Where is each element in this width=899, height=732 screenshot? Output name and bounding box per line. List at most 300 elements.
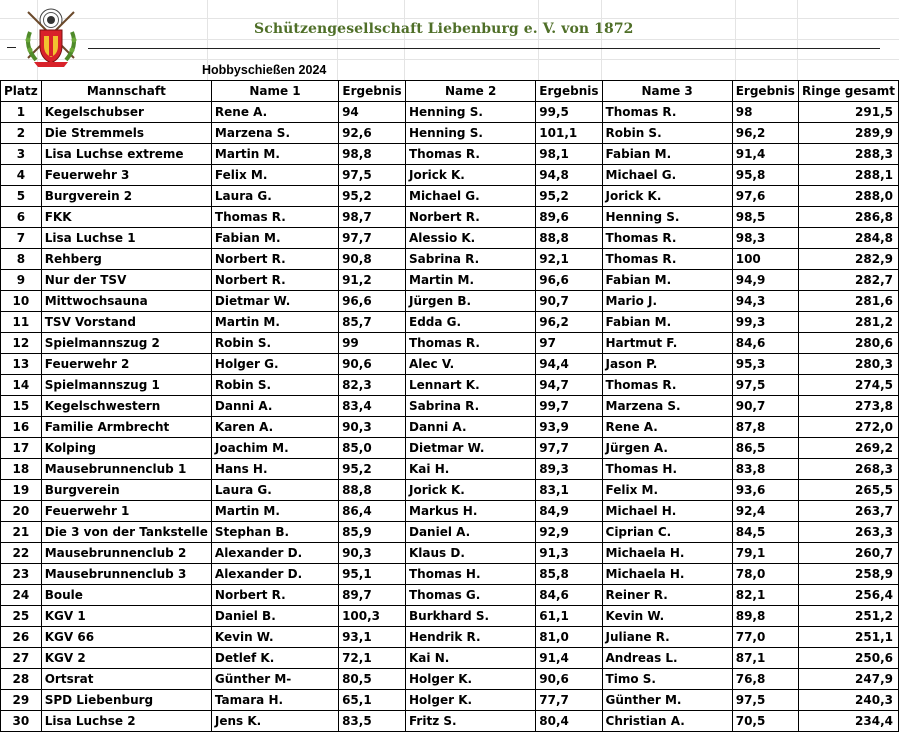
name-3-cell: Michael G.: [602, 165, 732, 186]
total-cell: 256,4: [798, 585, 898, 606]
score-2-cell: 97: [536, 333, 602, 354]
total-cell: 269,2: [798, 438, 898, 459]
rank-cell: 17: [1, 438, 42, 459]
team-cell: Mausebrunnenclub 1: [41, 459, 211, 480]
table-row: [1, 375, 899, 396]
total-cell: 263,3: [798, 522, 898, 543]
rank-cell: 6: [1, 207, 42, 228]
score-1-cell: 95,2: [339, 459, 406, 480]
table-row: [1, 438, 899, 459]
team-cell: KGV 2: [41, 648, 211, 669]
name-1-cell: Holger G.: [211, 354, 338, 375]
score-1-cell: 94: [339, 102, 406, 123]
rank-cell: 29: [1, 690, 42, 711]
name-2-cell: Alessio K.: [406, 228, 536, 249]
score-2-cell: 95,2: [536, 186, 602, 207]
name-2-cell: Holger K.: [406, 690, 536, 711]
name-2-cell: Kai N.: [406, 648, 536, 669]
name-1-cell: Fabian M.: [211, 228, 338, 249]
name-2-cell: Jorick K.: [406, 165, 536, 186]
name-1-cell: Daniel B.: [211, 606, 338, 627]
score-3-cell: 93,6: [732, 480, 798, 501]
name-2-cell: Danni A.: [406, 417, 536, 438]
total-cell: 291,5: [798, 102, 898, 123]
score-2-cell: 88,8: [536, 228, 602, 249]
table-row: [1, 606, 899, 627]
score-2-cell: 96,6: [536, 270, 602, 291]
name-3-cell: Felix M.: [602, 480, 732, 501]
name-3-cell: Juliane R.: [602, 627, 732, 648]
score-2-cell: 98,1: [536, 144, 602, 165]
table-row: [1, 270, 899, 291]
name-3-cell: Michael H.: [602, 501, 732, 522]
name-2-cell: Burkhard S.: [406, 606, 536, 627]
score-2-cell: 92,1: [536, 249, 602, 270]
name-1-cell: Rene A.: [211, 102, 338, 123]
name-3-cell: Reiner R.: [602, 585, 732, 606]
name-1-cell: Günther M-: [211, 669, 338, 690]
name-3-cell: Thomas R.: [602, 249, 732, 270]
team-cell: Mausebrunnenclub 3: [41, 564, 211, 585]
sheet-gridline: [0, 18, 899, 19]
team-cell: Nur der TSV: [41, 270, 211, 291]
rank-cell: 23: [1, 564, 42, 585]
rank-cell: 30: [1, 711, 42, 732]
sheet-gridline: [0, 59, 899, 60]
table-row: [1, 165, 899, 186]
score-3-cell: 97,6: [732, 186, 798, 207]
name-3-cell: Henning S.: [602, 207, 732, 228]
score-2-cell: 96,2: [536, 312, 602, 333]
team-cell: Kolping: [41, 438, 211, 459]
name-2-cell: Fritz S.: [406, 711, 536, 732]
score-1-cell: 99: [339, 333, 406, 354]
name-2-cell: Klaus D.: [406, 543, 536, 564]
score-3-cell: 100: [732, 249, 798, 270]
title-rule: [88, 48, 880, 49]
team-cell: Familie Armbrecht: [41, 417, 211, 438]
name-2-cell: Thomas R.: [406, 144, 536, 165]
score-3-cell: 99,3: [732, 312, 798, 333]
name-1-cell: Laura G.: [211, 186, 338, 207]
score-3-cell: 98,3: [732, 228, 798, 249]
score-2-cell: 90,6: [536, 669, 602, 690]
name-2-cell: Daniel A.: [406, 522, 536, 543]
name-3-cell: Hartmut F.: [602, 333, 732, 354]
table-row: [1, 228, 899, 249]
score-1-cell: 83,4: [339, 396, 406, 417]
name-2-cell: Dietmar W.: [406, 438, 536, 459]
table-body: [1, 102, 899, 732]
score-2-cell: 99,5: [536, 102, 602, 123]
score-2-cell: 81,0: [536, 627, 602, 648]
table-row: [1, 144, 899, 165]
name-2-cell: Alec V.: [406, 354, 536, 375]
name-1-cell: Robin S.: [211, 333, 338, 354]
score-3-cell: 76,8: [732, 669, 798, 690]
score-2-cell: 99,7: [536, 396, 602, 417]
rank-cell: 21: [1, 522, 42, 543]
table-row: [1, 417, 899, 438]
score-3-cell: 83,8: [732, 459, 798, 480]
name-1-cell: Danni A.: [211, 396, 338, 417]
name-1-cell: Norbert R.: [211, 270, 338, 291]
table-row: [1, 396, 899, 417]
score-2-cell: 94,7: [536, 375, 602, 396]
name-1-cell: Detlef K.: [211, 648, 338, 669]
total-cell: 289,9: [798, 123, 898, 144]
sheet-gridline: [0, 39, 899, 40]
team-cell: Lisa Luchse 1: [41, 228, 211, 249]
name-1-cell: Alexander D.: [211, 564, 338, 585]
score-1-cell: 98,7: [339, 207, 406, 228]
score-1-cell: 89,7: [339, 585, 406, 606]
name-1-cell: Felix M.: [211, 165, 338, 186]
name-2-cell: Jürgen B.: [406, 291, 536, 312]
name-3-cell: Kevin W.: [602, 606, 732, 627]
total-cell: 288,3: [798, 144, 898, 165]
total-cell: 273,8: [798, 396, 898, 417]
score-3-cell: 91,4: [732, 144, 798, 165]
team-cell: Feuerwehr 1: [41, 501, 211, 522]
name-1-cell: Stephan B.: [211, 522, 338, 543]
rank-cell: 4: [1, 165, 42, 186]
name-1-cell: Martin M.: [211, 312, 338, 333]
score-1-cell: 98,8: [339, 144, 406, 165]
score-1-cell: 83,5: [339, 711, 406, 732]
name-3-cell: Mario J.: [602, 291, 732, 312]
team-cell: Boule: [41, 585, 211, 606]
rank-cell: 7: [1, 228, 42, 249]
name-3-cell: Thomas R.: [602, 102, 732, 123]
total-cell: 234,4: [798, 711, 898, 732]
rank-cell: 2: [1, 123, 42, 144]
rank-cell: 25: [1, 606, 42, 627]
team-cell: Burgverein: [41, 480, 211, 501]
rank-cell: 12: [1, 333, 42, 354]
table-row: [1, 543, 899, 564]
score-1-cell: 90,3: [339, 417, 406, 438]
header-ergebnis-2: Ergebnis: [536, 81, 602, 102]
score-1-cell: 85,0: [339, 438, 406, 459]
name-3-cell: Thomas H.: [602, 459, 732, 480]
score-2-cell: 91,4: [536, 648, 602, 669]
total-cell: 280,6: [798, 333, 898, 354]
total-cell: 280,3: [798, 354, 898, 375]
score-1-cell: 97,5: [339, 165, 406, 186]
total-cell: 268,3: [798, 459, 898, 480]
total-cell: 272,0: [798, 417, 898, 438]
table-row: [1, 291, 899, 312]
score-1-cell: 91,2: [339, 270, 406, 291]
name-2-cell: Kai H.: [406, 459, 536, 480]
name-2-cell: Thomas H.: [406, 564, 536, 585]
score-3-cell: 84,6: [732, 333, 798, 354]
table-row: [1, 648, 899, 669]
team-cell: Die Stremmels: [41, 123, 211, 144]
score-1-cell: 92,6: [339, 123, 406, 144]
name-2-cell: Markus H.: [406, 501, 536, 522]
name-3-cell: Jürgen A.: [602, 438, 732, 459]
score-3-cell: 79,1: [732, 543, 798, 564]
score-3-cell: 95,8: [732, 165, 798, 186]
total-cell: 260,7: [798, 543, 898, 564]
score-1-cell: 95,2: [339, 186, 406, 207]
club-title: Schützengesellschaft Liebenburg e. V. von 1872: [254, 21, 634, 37]
score-2-cell: 85,8: [536, 564, 602, 585]
name-2-cell: Sabrina R.: [406, 249, 536, 270]
team-cell: Feuerwehr 2: [41, 354, 211, 375]
name-1-cell: Norbert R.: [211, 249, 338, 270]
team-cell: Die 3 von der Tankstelle: [41, 522, 211, 543]
total-cell: 250,6: [798, 648, 898, 669]
score-2-cell: 61,1: [536, 606, 602, 627]
score-1-cell: 80,5: [339, 669, 406, 690]
rank-cell: 1: [1, 102, 42, 123]
table-header-row: [1, 81, 899, 102]
header-name-3: Name 3: [602, 81, 732, 102]
name-3-cell: Marzena S.: [602, 396, 732, 417]
score-2-cell: 83,1: [536, 480, 602, 501]
score-2-cell: 101,1: [536, 123, 602, 144]
header-mannschaft: Mannschaft: [41, 81, 211, 102]
name-3-cell: Rene A.: [602, 417, 732, 438]
name-3-cell: Thomas R.: [602, 375, 732, 396]
score-3-cell: 96,2: [732, 123, 798, 144]
name-1-cell: Tamara H.: [211, 690, 338, 711]
total-cell: 282,9: [798, 249, 898, 270]
team-cell: Spielmannszug 1: [41, 375, 211, 396]
rank-cell: 10: [1, 291, 42, 312]
sheet-gridline: [601, 0, 602, 80]
team-cell: Feuerwehr 3: [41, 165, 211, 186]
score-3-cell: 95,3: [732, 354, 798, 375]
score-2-cell: 94,4: [536, 354, 602, 375]
name-3-cell: Fabian M.: [602, 144, 732, 165]
rank-cell: 15: [1, 396, 42, 417]
score-3-cell: 97,5: [732, 690, 798, 711]
table-row: [1, 102, 899, 123]
team-cell: KGV 66: [41, 627, 211, 648]
team-cell: Spielmannszug 2: [41, 333, 211, 354]
name-1-cell: Norbert R.: [211, 585, 338, 606]
rank-cell: 11: [1, 312, 42, 333]
name-1-cell: Thomas R.: [211, 207, 338, 228]
total-cell: 281,6: [798, 291, 898, 312]
rank-cell: 20: [1, 501, 42, 522]
team-cell: Mausebrunnenclub 2: [41, 543, 211, 564]
score-1-cell: 96,6: [339, 291, 406, 312]
rank-cell: 28: [1, 669, 42, 690]
score-2-cell: 94,8: [536, 165, 602, 186]
total-cell: 281,2: [798, 312, 898, 333]
score-1-cell: 90,6: [339, 354, 406, 375]
rank-cell: 24: [1, 585, 42, 606]
rank-cell: 14: [1, 375, 42, 396]
header-name-2: Name 2: [406, 81, 536, 102]
team-cell: Rehberg: [41, 249, 211, 270]
name-2-cell: Edda G.: [406, 312, 536, 333]
name-1-cell: Joachim M.: [211, 438, 338, 459]
name-2-cell: Martin M.: [406, 270, 536, 291]
score-3-cell: 78,0: [732, 564, 798, 585]
name-3-cell: Christian A.: [602, 711, 732, 732]
name-2-cell: Henning S.: [406, 123, 536, 144]
score-1-cell: 95,1: [339, 564, 406, 585]
name-2-cell: Michael G.: [406, 186, 536, 207]
team-cell: Lisa Luchse extreme: [41, 144, 211, 165]
header-ergebnis-3: Ergebnis: [732, 81, 798, 102]
score-3-cell: 87,8: [732, 417, 798, 438]
table-row: [1, 669, 899, 690]
name-3-cell: Jorick K.: [602, 186, 732, 207]
table-row: [1, 690, 899, 711]
rank-cell: 9: [1, 270, 42, 291]
table-row: [1, 480, 899, 501]
club-crest-logo: [18, 6, 84, 68]
score-1-cell: 72,1: [339, 648, 406, 669]
team-cell: Ortsrat: [41, 669, 211, 690]
score-3-cell: 77,0: [732, 627, 798, 648]
name-3-cell: Robin S.: [602, 123, 732, 144]
table-row: [1, 333, 899, 354]
rank-cell: 8: [1, 249, 42, 270]
table-row: [1, 501, 899, 522]
score-1-cell: 88,8: [339, 480, 406, 501]
score-1-cell: 90,3: [339, 543, 406, 564]
total-cell: 284,8: [798, 228, 898, 249]
name-2-cell: Henning S.: [406, 102, 536, 123]
sheet-gridline: [538, 0, 539, 80]
name-3-cell: Jason P.: [602, 354, 732, 375]
name-2-cell: Thomas G.: [406, 585, 536, 606]
total-cell: 286,8: [798, 207, 898, 228]
table-row: [1, 522, 899, 543]
score-3-cell: 86,5: [732, 438, 798, 459]
table-row: [1, 459, 899, 480]
total-cell: 247,9: [798, 669, 898, 690]
header-name-1: Name 1: [211, 81, 338, 102]
table-row: [1, 354, 899, 375]
score-2-cell: 90,7: [536, 291, 602, 312]
total-cell: 263,7: [798, 501, 898, 522]
team-cell: FKK: [41, 207, 211, 228]
score-2-cell: 89,3: [536, 459, 602, 480]
score-2-cell: 91,3: [536, 543, 602, 564]
score-1-cell: 86,4: [339, 501, 406, 522]
table-row: [1, 564, 899, 585]
header-ringe-gesamt: Ringe gesamt: [798, 81, 898, 102]
total-cell: 288,0: [798, 186, 898, 207]
score-3-cell: 94,9: [732, 270, 798, 291]
total-cell: 251,1: [798, 627, 898, 648]
score-3-cell: 92,4: [732, 501, 798, 522]
score-1-cell: 90,8: [339, 249, 406, 270]
score-3-cell: 89,8: [732, 606, 798, 627]
score-2-cell: 93,9: [536, 417, 602, 438]
name-2-cell: Sabrina R.: [406, 396, 536, 417]
event-subtitle: Hobbyschießen 2024: [202, 63, 327, 77]
name-2-cell: Thomas R.: [406, 333, 536, 354]
name-2-cell: Holger K.: [406, 669, 536, 690]
name-1-cell: Martin M.: [211, 501, 338, 522]
score-2-cell: 92,9: [536, 522, 602, 543]
name-3-cell: Michaela H.: [602, 543, 732, 564]
score-1-cell: 85,9: [339, 522, 406, 543]
table-row: [1, 207, 899, 228]
name-3-cell: Ciprian C.: [602, 522, 732, 543]
score-1-cell: 97,7: [339, 228, 406, 249]
score-2-cell: 97,7: [536, 438, 602, 459]
rank-cell: 18: [1, 459, 42, 480]
table-row: [1, 312, 899, 333]
name-2-cell: Hendrik R.: [406, 627, 536, 648]
team-cell: KGV 1: [41, 606, 211, 627]
score-1-cell: 93,1: [339, 627, 406, 648]
name-3-cell: Fabian M.: [602, 312, 732, 333]
score-3-cell: 87,1: [732, 648, 798, 669]
table-row: [1, 249, 899, 270]
score-3-cell: 84,5: [732, 522, 798, 543]
name-3-cell: Andreas L.: [602, 648, 732, 669]
score-1-cell: 82,3: [339, 375, 406, 396]
score-3-cell: 94,3: [732, 291, 798, 312]
score-1-cell: 65,1: [339, 690, 406, 711]
total-cell: 282,7: [798, 270, 898, 291]
table-row: [1, 123, 899, 144]
name-1-cell: Martin M.: [211, 144, 338, 165]
table-row: [1, 186, 899, 207]
team-cell: SPD Liebenburg: [41, 690, 211, 711]
name-1-cell: Kevin W.: [211, 627, 338, 648]
name-1-cell: Robin S.: [211, 375, 338, 396]
score-3-cell: 82,1: [732, 585, 798, 606]
table-row: [1, 627, 899, 648]
header-dash: [7, 47, 16, 48]
table-row: [1, 711, 899, 732]
score-3-cell: 70,5: [732, 711, 798, 732]
score-3-cell: 90,7: [732, 396, 798, 417]
score-3-cell: 98,5: [732, 207, 798, 228]
sheet-gridline: [337, 0, 338, 80]
total-cell: 274,5: [798, 375, 898, 396]
header-ergebnis-1: Ergebnis: [339, 81, 406, 102]
rank-cell: 26: [1, 627, 42, 648]
total-cell: 258,9: [798, 564, 898, 585]
team-cell: Lisa Luchse 2: [41, 711, 211, 732]
name-2-cell: Norbert R.: [406, 207, 536, 228]
total-cell: 288,1: [798, 165, 898, 186]
name-3-cell: Michaela H.: [602, 564, 732, 585]
name-1-cell: Marzena S.: [211, 123, 338, 144]
team-cell: Burgverein 2: [41, 186, 211, 207]
score-3-cell: 97,5: [732, 375, 798, 396]
rank-cell: 22: [1, 543, 42, 564]
rank-cell: 16: [1, 417, 42, 438]
name-1-cell: Hans H.: [211, 459, 338, 480]
team-cell: Kegelschubser: [41, 102, 211, 123]
total-cell: 265,5: [798, 480, 898, 501]
score-2-cell: 84,9: [536, 501, 602, 522]
score-1-cell: 85,7: [339, 312, 406, 333]
rank-cell: 19: [1, 480, 42, 501]
sheet-gridline: [404, 0, 405, 80]
team-cell: Kegelschwestern: [41, 396, 211, 417]
team-cell: TSV Vorstand: [41, 312, 211, 333]
name-3-cell: Timo S.: [602, 669, 732, 690]
results-table: [0, 80, 899, 732]
total-cell: 251,2: [798, 606, 898, 627]
